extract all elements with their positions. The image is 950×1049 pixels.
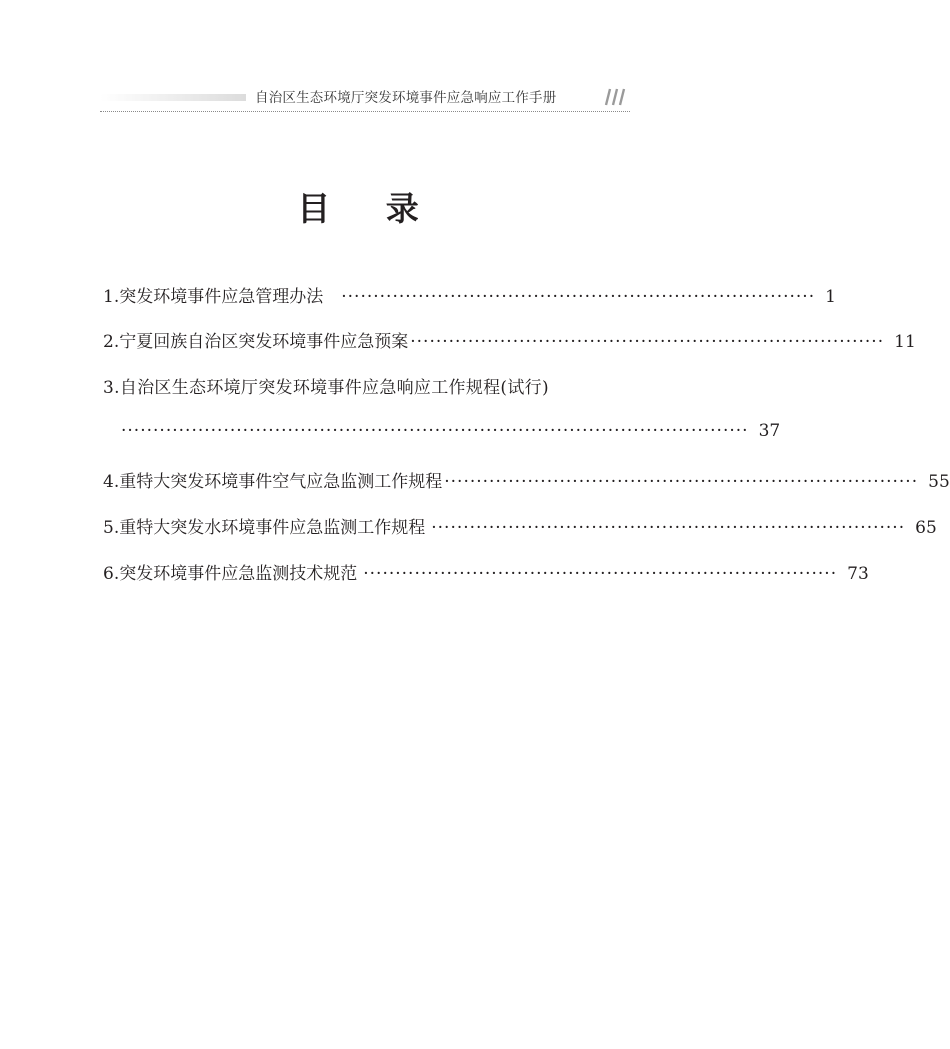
toc-page-number: 73 (847, 564, 869, 584)
toc-leader-dots: ·········································································· (341, 287, 816, 307)
toc-page-number: 65 (915, 518, 937, 538)
page-title: 目 录 (297, 189, 441, 228)
toc-entry[interactable] (103, 467, 950, 495)
toc-entry-label: 4.重特大突发环境事件空气应急监测工作规程 (103, 472, 443, 492)
toc-entry-label: 3.自治区生态环境厅突发环境事件应急响应工作规程(试行) (103, 378, 549, 398)
toc-leader-dots: ·········································································· (410, 332, 885, 352)
header-gradient-bar (100, 94, 246, 101)
toc-page-number: 37 (758, 421, 781, 441)
toc-entry[interactable] (103, 513, 937, 541)
toc-entry-label: 1.突发环境事件应急管理办法 (103, 287, 324, 307)
toc-entry[interactable] (103, 559, 869, 587)
toc-entry[interactable] (103, 373, 630, 401)
toc-entry-label: 2.宁夏回族自治区突发环境事件应急预案 (103, 332, 409, 352)
toc-page-number: 1 (825, 287, 836, 307)
toc-entry[interactable] (103, 327, 916, 355)
toc-leader-dots: ·································································································· (121, 421, 749, 441)
toc-entry[interactable] (103, 282, 836, 310)
toc-leader-dots: ·········································································· (431, 518, 906, 538)
toc-page-number: 11 (894, 332, 916, 352)
header-slashes-icon (600, 88, 628, 106)
toc-entry-label: 5.重特大突发水环境事件应急监测工作规程 (103, 518, 426, 538)
header-divider (100, 111, 630, 112)
toc-page-number: 55 (928, 472, 950, 492)
running-header (100, 84, 630, 114)
toc-entry-continuation[interactable] (103, 421, 781, 449)
toc-entry-label: 6.突发环境事件应急监测技术规范 (103, 564, 358, 584)
toc-leader-dots: ·········································································· (363, 564, 838, 584)
header-title: 自治区生态环境厅突发环境事件应急响应工作手册 (255, 90, 557, 106)
toc-leader-dots: ·········································································· (444, 472, 919, 492)
